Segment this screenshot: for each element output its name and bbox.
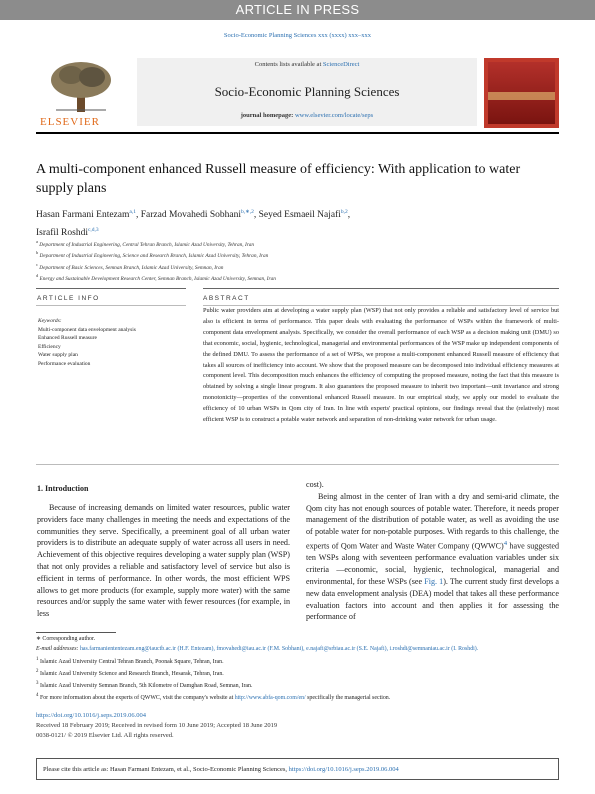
keywords-label: Keywords: [38,318,62,324]
right-column [306,479,559,623]
affiliation-marker: b [36,250,39,256]
affiliation-marker: c [36,261,38,267]
author-name: Hasan Farmani Entezam [36,210,130,221]
author-affiliation-marker: b,2 [340,209,348,215]
footnote-item [36,667,559,679]
author-affiliation-marker: c,d,3 [87,227,99,234]
article-meta [36,711,559,741]
footnote-text: Islamic Azad University Semnan Branch, 5th Kilometre of Damghan Road, Semnan, Iran. [39,683,253,690]
intro-paragraph: Because of increasing demands on limited water resources, public water providers face many challenges in meeting the needs and expectations of the communities they serve. Specifically, a preeminent goal of all urban water providers is to distribute an adequate supply of water across all users in need. Achievement of this objective requires developing a water supply plan (WSP) that not only provides a reliable and satisfactory level of service but also is efficient in terms of performance. In other words, the most efficient WPS allows to get more products (for example, supply more water) with the same resources and/or supply the same water with fewer resources (for example, in less [37,503,290,619]
abstract-top-rule [203,288,559,289]
citation-text: Please cite this article as: Hasan Farmani Entezam, et al., Socio-Economic Planning Sciences, [43,766,289,773]
footnote-number: 1 [36,656,39,662]
footnote-item [36,691,559,703]
received-dates: Received 18 February 2019; Received in revised form 10 June 2019; Accepted 18 June 2019 [36,722,278,729]
author-separator: , [347,210,351,221]
citation-box [36,758,559,780]
abstract-heading: ABSTRACT [203,295,250,302]
footnote-text: Islamic Azad University Central Tehran Branch, Poonak Square, Tehran, Iran. [39,658,224,665]
journal-title: Socio-Economic Planning Sciences [214,84,400,99]
keyword-item: Performance evaluation [38,360,91,367]
affiliation-text: Department of Industrial Engineering, Central Tehran Branch, Islamic Azad University, Tehran, Iran [39,241,255,248]
author-separator: , [253,210,259,221]
author-name: Seyed Esmaeil Najafi [258,210,341,221]
homepage-label: journal homepage: [240,112,295,119]
article-info-heading: ARTICLE INFO [37,295,100,302]
elsevier-tree-icon [46,60,116,112]
footnote-text: specifically the managerial section. [305,695,391,702]
affiliation-list [36,238,556,283]
article-title: A multi-component enhanced Russell measure of efficiency: With application to water supply plans [36,162,521,196]
footnote-item [36,655,559,667]
paragraph-text: Being almost in the center of Iran with a dry and semi-arid climate, the Qom city has not enough sources of potable water. Therefore, it needs proper management of the distribution of potable water, as well as avoiding the use of potable water for non-potable purposes. With regards to this challenge, the experts of Qom Water and Waste Water Company (QWWC) [306,491,559,551]
footnote-number: 4 [36,693,39,699]
contents-line [137,61,477,68]
doi-link[interactable]: https://doi.org/10.1016/j.seps.2019.06.004 [36,712,147,719]
journal-homepage [137,112,477,119]
affiliation-item [36,261,556,272]
author-entry[interactable] [141,210,259,220]
keyword-item: Water supply plan [38,352,78,359]
elsevier-logo[interactable] [36,58,131,128]
corresponding-author-note: ∗ Corresponding author. [36,636,96,642]
author-list [36,205,556,241]
author-separator: , [135,210,141,221]
footnote-rule [36,632,116,633]
keyword-item: Multi-component data envelopment analysis [38,326,136,333]
journal-cover-image[interactable] [484,58,559,128]
footnote-number: 2 [36,668,39,674]
keyword-item: Efficiency [38,343,61,350]
email-list[interactable]: has.farmaniententezam.eng@iauctb.ac.ir (H.F. Entezam), fmovahedi@iau.ac.ir (F.M. Sobhani), e.najafi@srbiau.ac.ir (S.E. Najafi), i.roshdi@semnaniau.ac.ir (I. Roshdi). [79,646,479,653]
left-column [37,502,290,620]
footnotes [36,634,559,704]
cover-art [488,62,555,124]
footnote-marker[interactable]: 4 [503,539,508,547]
journal-reference[interactable]: Socio-Economic Planning Sciences xxx (xxxx) xxx–xxx [223,32,372,39]
affiliation-text: Energy and Sustainable Development Research Center, Semnan Branch, Islamic Azad University, Semnan, Iran [39,275,276,282]
author-entry[interactable] [259,210,351,220]
journal-header [36,58,559,128]
author-affiliation-marker: b,∗,2 [240,209,254,215]
affiliation-marker: d [36,272,39,278]
affiliation-marker: a [36,239,38,244]
journal-info-box [137,58,477,126]
author-affiliation-marker: a,1 [129,209,136,215]
affiliation-item [36,238,556,249]
article-info-sub-rule [36,305,186,306]
affiliation-text: Department of Industrial Engineering, Science and Research Branch, Islamic Azad University, Tehran, Iran [39,253,269,260]
paragraph-text: ). The current study first develops a new data envelopment analysis (DEA) model that takes all these performance evaluation factors into account and then applies it for assessing the performance of [306,577,559,622]
citation-doi-link[interactable]: https://doi.org/10.1016/j.seps.2019.06.004 [288,766,399,773]
affiliation-item [36,249,556,260]
article-in-press-banner: ARTICLE IN PRESS [0,0,595,20]
homepage-link[interactable]: www.elsevier.com/locate/seps [294,112,374,119]
introduction-heading: 1. Introduction [37,484,89,493]
paragraph-text: have suggested ten WSPs along with seventeen performance evaluation variables under six criteria —economic, social, hygienic, technological, managerial and environmental, for these WSPs (see [306,541,559,587]
cover-band [488,92,555,100]
author-name: Farzad Movahedi Sobhani [140,210,241,221]
intro-paragraph-2 [306,491,559,623]
author-name: Israfil Roshdi [36,228,88,239]
footnote-item [36,679,559,691]
contents-prefix: Contents lists available at [254,61,323,68]
qwwc-website-link[interactable]: http://www.abfa-qom.com/en/ [234,695,306,702]
author-entry[interactable] [36,228,99,238]
author-entry[interactable] [36,210,141,220]
abstract-bottom-rule [36,464,559,465]
footnote-text: For more information about the experts of QWWC, visit the company's website at [39,695,235,702]
copyright-line: 0038-0121/ © 2019 Elsevier Ltd. All rights reserved. [36,732,174,739]
footnote-text: Islamic Azad University Science and Research Branch, Hesarak, Tehran, Iran. [39,670,224,677]
footnote-number: 3 [36,681,39,687]
figure-link[interactable]: Fig. 1 [424,577,444,587]
intro-continuation: cost). [306,480,324,489]
affiliation-text: Department of Basic Sciences, Semnan Branch, Islamic Azad University, Semnan, Iran [39,264,224,271]
header-rule [36,132,559,134]
publisher-name: ELSEVIER [40,116,100,128]
abstract-text: Public water providers aim at developing a water supply plan (WSP) that not only provides a reliable and satisfactory level of service but also is efficient in terms of performance. This paper deals with evaluating the performance of WSPs within the framework of multi-component data envelopment analysis. Specifically, we consider the overall performance of each WSP as a decision making unit (DMU) so that economic, social, hygienic, technological, managerial and environmental performances of the WSP make up independent components of the defined DMU. To assess the performance of a set of WPSs, we propose a multi-component enhanced Russell measure of efficiency that takes all sources of inefficiency into account. We show that the proposed measure can be decomposed into individual efficiency measures at component level. This decomposition much enhances the efficiency of computing the proposed measure, noting the fact that this measure is obtained by solving a single linear program. It also guarantees the proposed measure to inherit two important—unit invariance and strong monotonicity—properties of the conventional enhanced Russell measure. In our empirical study, we apply our model to evaluate the efficiency of 10 urban WSPs in Qom city of Iran. In line with experts' practical opinions, our findings reveal that the (relatively) most efficient WSP is to construct a potable water network and separation of non-drinking water network for urban usage. [203,307,559,424]
keywords-block [38,317,188,369]
email-label: E-mail addresses: [36,646,79,653]
sciencedirect-link[interactable]: ScienceDirect [322,61,360,68]
email-addresses [36,644,559,654]
article-info-top-rule [36,288,186,289]
affiliation-item [36,272,556,283]
keyword-item: Enhanced Russell measure [38,335,97,342]
